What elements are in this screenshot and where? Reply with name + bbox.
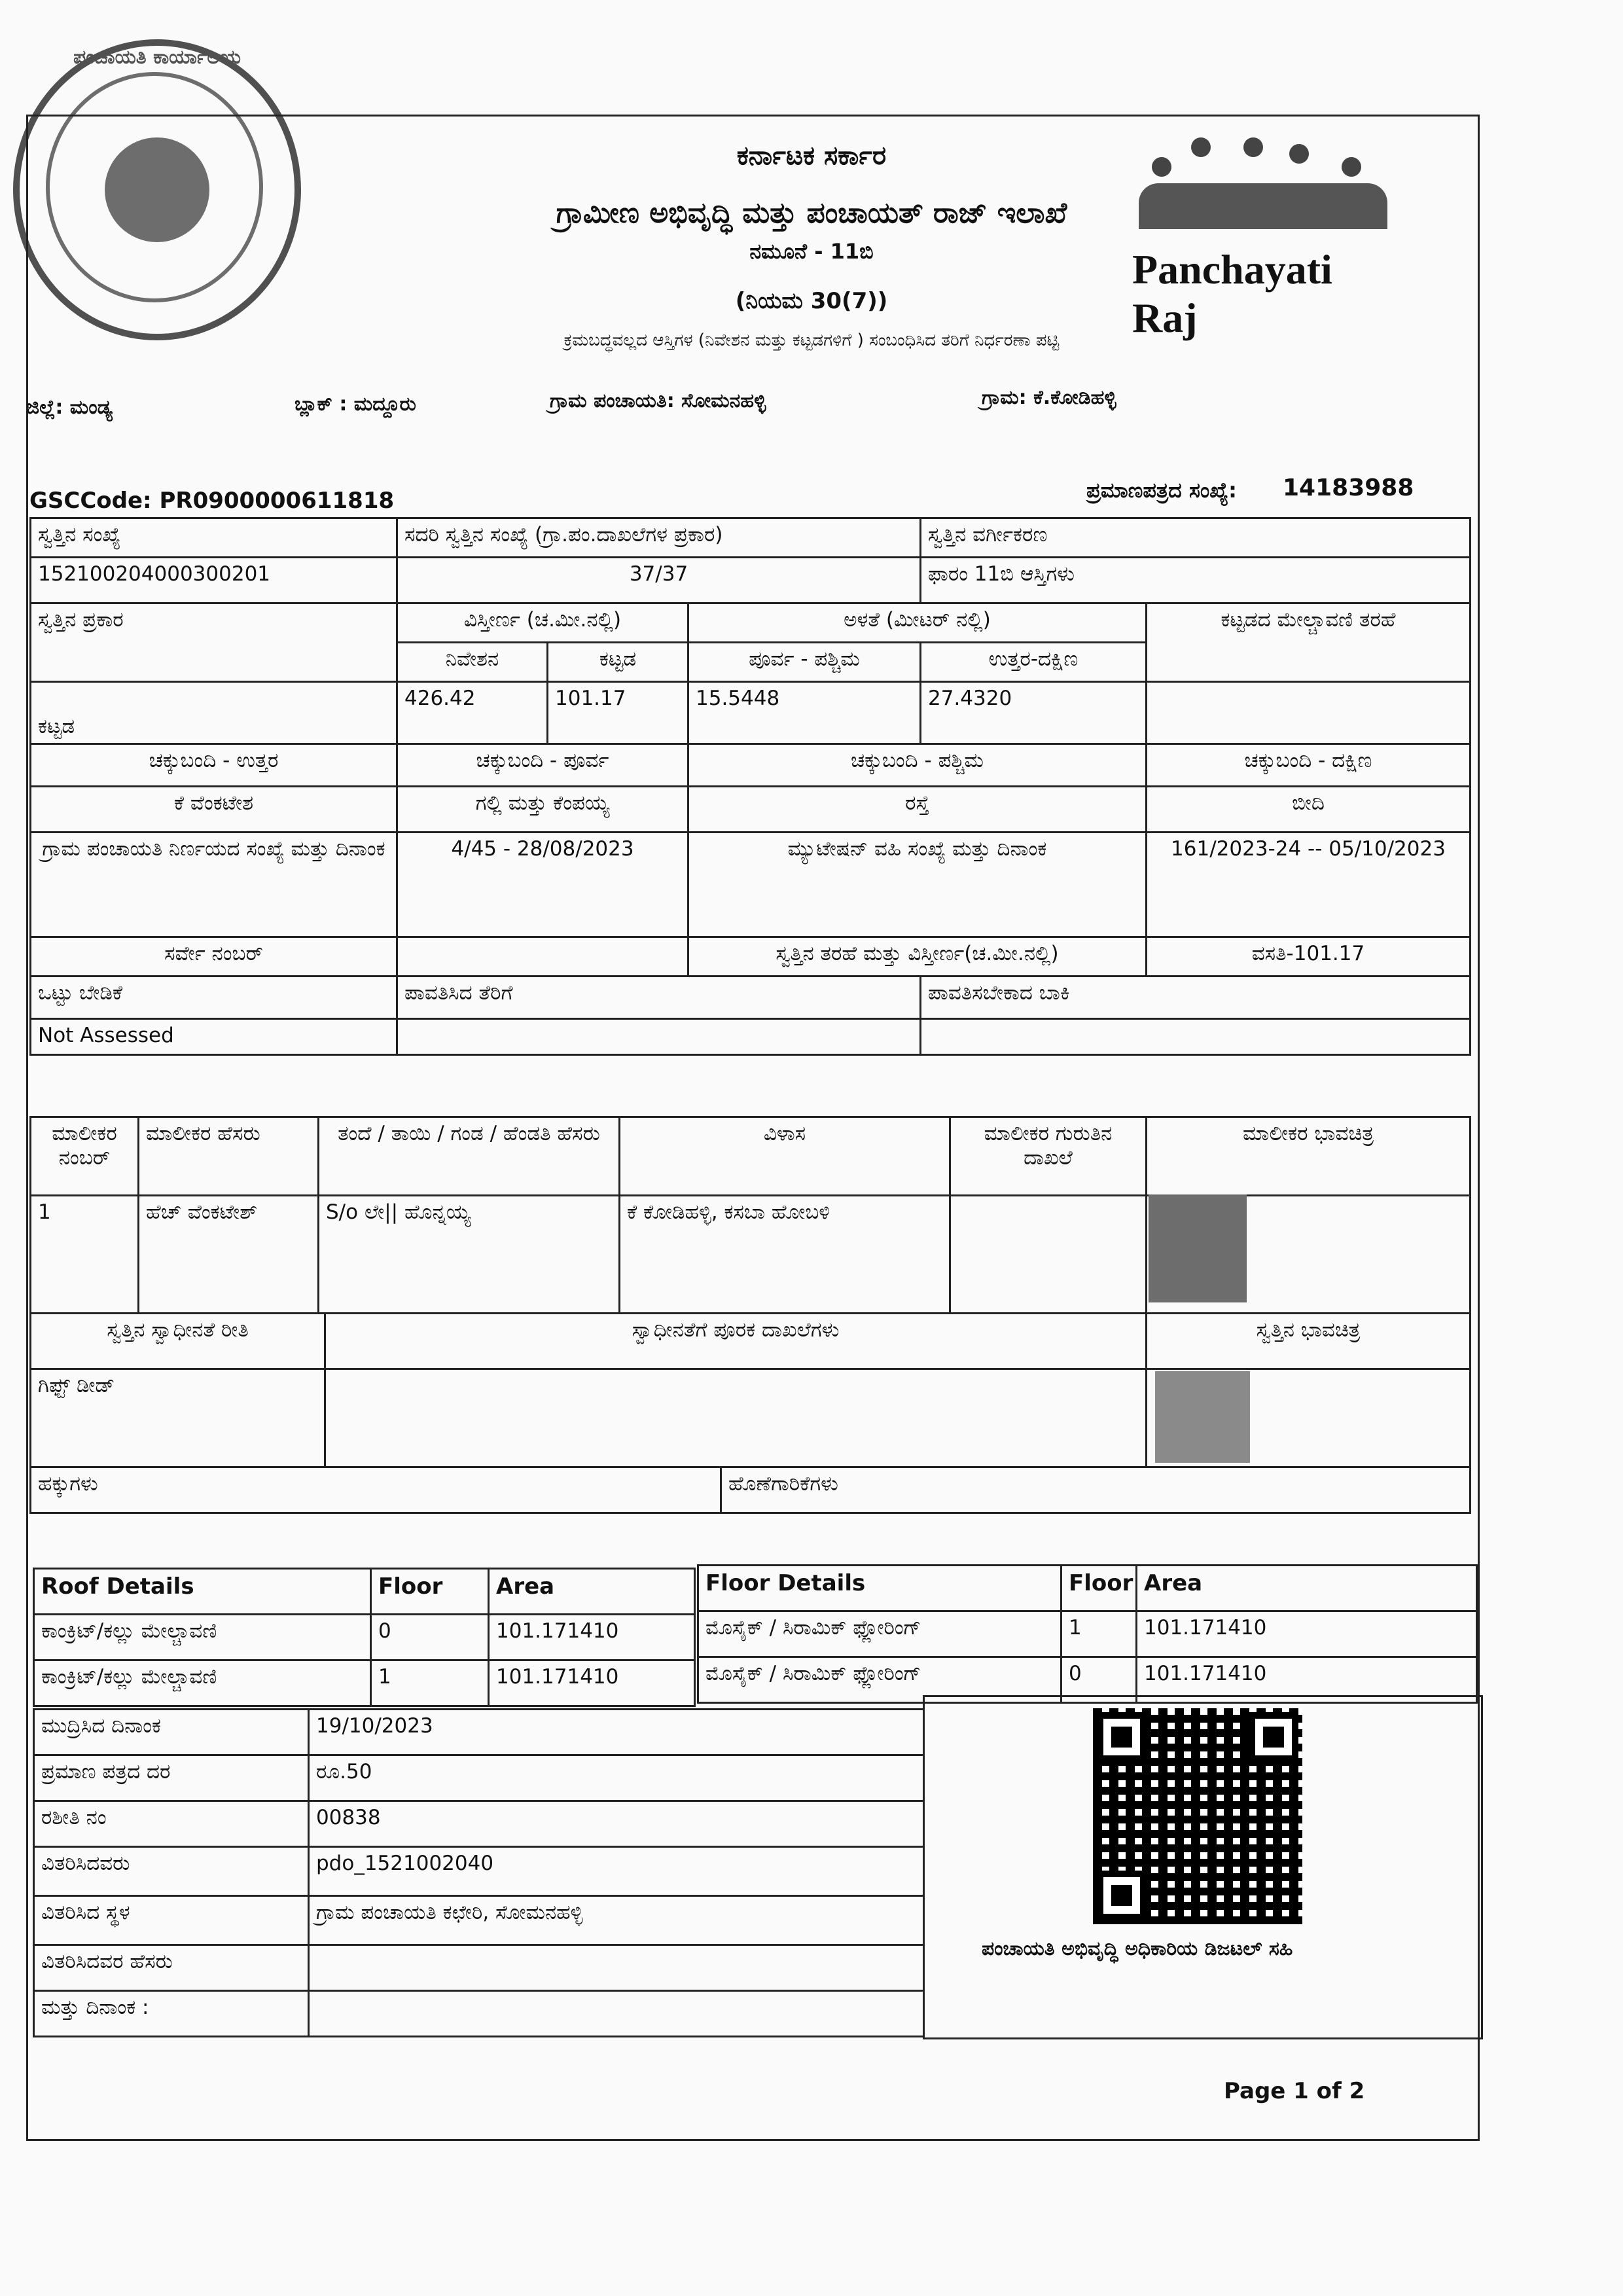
h-roof-area: Area — [489, 1569, 695, 1615]
mutation: 161/2023-24 -- 05/10/2023 — [1147, 833, 1471, 937]
fee: ರೂ.50 — [309, 1755, 924, 1801]
north: ಕೆ ವೆಂಕಟೇಶ — [31, 787, 397, 833]
rule-ref: (ನಿಯಮ 30(7)) — [735, 288, 888, 314]
h-south: ಚಕ್ಕುಬಂದಿ - ದಕ್ಷಿಣ — [1147, 744, 1471, 787]
h-dimensions: ಅಳತೆ (ಮೀಟರ್ ನಲ್ಲಿ) — [688, 603, 1147, 643]
h-property-photo: ಸ್ವತ್ತಿನ ಭಾವಚಿತ್ರ — [1147, 1314, 1471, 1369]
h-owner-name: ಮಾಲೀಕರ ಹೆಸರು — [139, 1117, 319, 1196]
issued-by: pdo_1521002040 — [309, 1847, 924, 1896]
floor-floor: 0 — [1061, 1657, 1137, 1703]
roof-area: 101.171410 — [489, 1615, 695, 1660]
issue-table — [33, 1708, 925, 2037]
h-north-south: ಉತ್ತರ-ದಕ್ಷಿಣ — [921, 643, 1147, 682]
total-demand: Not Assessed — [31, 1019, 397, 1055]
floor-area: 101.171410 — [1137, 1611, 1477, 1657]
h-issued-by: ವಿತರಿಸಿದವರು — [34, 1847, 309, 1896]
receipt: 00838 — [309, 1801, 924, 1847]
property-photo — [1155, 1371, 1250, 1463]
h-issuer-name: ವಿತರಿಸಿದವರ ಹೆಸರು — [34, 1945, 309, 1991]
village: ಗ್ರಾಮ: ಕೆ.ಕೋಡಿಹಳ್ಳಿ — [982, 386, 1116, 409]
h-west: ಚಕ್ಕುಬಂದಿ - ಪಶ್ಚಿಮ — [688, 744, 1147, 787]
district: ಜಿಲ್ಲೆ: ಮಂಡ್ಯ — [26, 396, 113, 419]
h-nature: ಸ್ವತ್ತಿನ ತರಹೆ ಮತ್ತು ವಿಸ್ತೀರ್ಣ(ಚ.ಮೀ.ನಲ್ಲಿ) — [688, 937, 1147, 977]
roof-area: 101.171410 — [489, 1660, 695, 1706]
west: ರಸ್ತೆ — [688, 787, 1147, 833]
h-property-no: ಸ್ವತ್ತಿನ ಸಂಖ್ಯೆ — [31, 518, 397, 558]
h-roof-details: Roof Details — [34, 1569, 371, 1615]
owner-name: ಹೆಚ್ ವೆಂಕಟೇಶ್ — [139, 1196, 319, 1314]
h-mutation: ಮ್ಯುಟೇಷನ್ ವಹಿ ಸಂಖ್ಯೆ ಮತ್ತು ದಿನಾಂಕ — [688, 833, 1147, 937]
east: ಗಲ್ಲಿ ಮತ್ತು ಕೆಂಪಯ್ಯ — [397, 787, 688, 833]
form-name: ನಮೂನೆ - 11ಬಿ — [749, 239, 874, 264]
floor-type: ಮೊಸೈಕ್ / ಸಿರಾಮಿಕ್ ಫ್ಲೋರಿಂಗ್ — [698, 1611, 1061, 1657]
owner-relation: S/o ಲೇ|| ಹೊನ್ನಯ್ಯ — [319, 1196, 620, 1314]
h-north: ಚಕ್ಕುಬಂದಿ - ಉತ್ತರ — [31, 744, 397, 787]
gsc-code: GSCCode: PR0900000611818 — [29, 488, 395, 514]
h-east-west: ಪೂರ್ವ - ಪಶ್ಚಿಮ — [688, 643, 921, 682]
h-total-demand: ಒಟ್ಟು ಬೇಡಿಕೆ — [31, 977, 397, 1019]
h-liabilities: ಹೊಣೆಗಾರಿಕೆಗಳು — [721, 1467, 1471, 1513]
qr-code — [1093, 1708, 1302, 1924]
roof-type: ಕಾಂಕ್ರಿಟ್/ಕಲ್ಲು ಮೇಲ್ಚಾವಣಿ — [34, 1615, 371, 1660]
old-no: 37/37 — [397, 558, 921, 603]
nature: ವಸತಿ-101.17 — [1147, 937, 1471, 977]
north-south: 27.4320 — [921, 682, 1147, 744]
h-gp-resolution: ಗ್ರಾಮ ಪಂಚಾಯತಿ ನಿರ್ಣಯದ ಸಂಖ್ಯೆ ಮತ್ತು ದಿನಾಂಕ — [31, 833, 397, 937]
owner-table — [29, 1116, 1471, 1314]
h-area: ವಿಸ್ತೀರ್ಣ (ಚ.ಮೀ.ನಲ್ಲಿ) — [397, 603, 688, 643]
certificate-label: ಪ್ರಮಾಣಪತ್ರದ ಸಂಖ್ಯೆ: — [1086, 478, 1237, 503]
h-class: ಸ್ವತ್ತಿನ ವರ್ಗೀಕರಣ — [921, 518, 1471, 558]
gram-panchayat: ಗ್ರಾಮ ಪಂಚಾಯತಿ: ಸೋಮನಹಳ್ಳಿ — [550, 389, 766, 412]
building-area: 101.17 — [548, 682, 688, 744]
h-relation: ತಂದೆ / ತಾಯಿ / ಗಂಡ / ಹೆಂಡತಿ ಹೆಸರು — [319, 1117, 620, 1196]
h-site: ನಿವೇಶನ — [397, 643, 548, 682]
h-floor-details: Floor Details — [698, 1566, 1061, 1611]
certificate-number: 14183988 — [1283, 475, 1414, 501]
class: ಫಾರಂ 11ಬಿ ಆಸ್ತಿಗಳು — [921, 558, 1471, 603]
ownership-table — [29, 1312, 1471, 1514]
floor-table — [697, 1564, 1478, 1704]
owner-photo — [1149, 1194, 1247, 1302]
roof-floor: 1 — [371, 1660, 489, 1706]
h-issue-place: ವಿತರಿಸಿದ ಸ್ಥಳ — [34, 1896, 309, 1945]
owner-address: ಕೆ ಕೋಡಿಹಳ್ಳಿ, ಕಸಬಾ ಹೋಬಳಿ — [620, 1196, 950, 1314]
gp-resolution: 4/45 - 28/08/2023 — [397, 833, 688, 937]
south: ಬೀದಿ — [1147, 787, 1471, 833]
seal-text: ಪಂಚಾಯತಿ ಕಾರ್ಯಾಲಯ — [73, 46, 241, 69]
digital-signature-label: ಪಂಚಾಯತಿ ಅಭಿವೃದ್ಧಿ ಅಧಿಕಾರಿಯ ಡಿಜಟಲ್ ಸಹಿ — [982, 1937, 1293, 1960]
h-balance: ಪಾವತಿಸಬೇಕಾದ ಬಾಕಿ — [921, 977, 1471, 1019]
dept-title: ಗ್ರಾಮೀಣ ಅಭಿವೃದ್ಧಿ ಮತ್ತು ಪಂಚಾಯತ್ ರಾಜ್ ಇಲಾಖೆ — [556, 196, 1067, 230]
form-subtitle: ಕ್ರಮಬದ್ಧವಲ್ಲದ ಆಸ್ತಿಗಳ (ನಿವೇಶನ ಮತ್ತು ಕಟ್ಟಡಗಳಿಗೆ ) ಸಂಬಂಧಿಸಿದ ತರಿಗೆ ನಿರ್ಧರಣಾ ಪಟ್ಟಿ — [563, 331, 1060, 350]
h-paid-tax: ಪಾವತಿಸಿದ ತೆರಿಗೆ — [397, 977, 921, 1019]
site-area: 426.42 — [397, 682, 548, 744]
h-survey: ಸರ್ವೇ ನಂಬರ್ — [31, 937, 397, 977]
h-owner-id: ಮಾಲೀಕರ ಗುರುತಿನ ದಾಖಲೆ — [950, 1117, 1147, 1196]
h-east: ಚಕ್ಕುಬಂದಿ - ಪೂರ್ವ — [397, 744, 688, 787]
print-date: 19/10/2023 — [309, 1710, 924, 1755]
h-owner-photo: ಮಾಲೀಕರ ಭಾವಚಿತ್ರ — [1147, 1117, 1471, 1196]
h-receipt: ರಶೀತಿ ನಂ — [34, 1801, 309, 1847]
h-ownership-mode: ಸ್ವತ್ತಿನ ಸ್ವಾಧೀನತೆ ರೀತಿ — [31, 1314, 325, 1369]
ownership-mode: ಗಿಫ್ಟ್ ಡೀಡ್ — [31, 1369, 325, 1467]
gov-title: ಕರ್ನಾಟಕ ಸರ್ಕಾರ — [736, 141, 887, 171]
h-old-no: ಸದರಿ ಸ್ವತ್ತಿನ ಸಂಖ್ಯೆ (ಗ್ರಾ.ಪಂ.ದಾಖಲೆಗಳ ಪ್ರಕಾರ) — [397, 518, 921, 558]
h-print-date: ಮುದ್ರಿಸಿದ ದಿನಾಂಕ — [34, 1710, 309, 1755]
h-fee: ಪ್ರಮಾಣ ಪತ್ರದ ದರ — [34, 1755, 309, 1801]
h-roof-type: ಕಟ್ಟಡದ ಮೇಲ್ಚಾವಣಿ ತರಹೆ — [1147, 603, 1471, 682]
h-issue-date: ಮತ್ತು ದಿನಾಂಕ : — [34, 1991, 309, 2037]
h-address: ವಿಳಾಸ — [620, 1117, 950, 1196]
h-type: ಸ್ವತ್ತಿನ ಪ್ರಕಾರ — [31, 603, 397, 682]
property-table — [29, 517, 1471, 1056]
h-owner-no: ಮಾಲೀಕರ ನಂಬರ್ — [31, 1117, 139, 1196]
h-building: ಕಟ್ಟಡ — [548, 643, 688, 682]
property-type: ಕಟ್ಟಡ — [31, 682, 397, 744]
block: ಬ್ಲಾಕ್ : ಮದ್ದೂರು — [294, 393, 416, 416]
roof-floor: 0 — [371, 1615, 489, 1660]
h-floor-floor: Floor — [1061, 1566, 1137, 1611]
logo-text: Panchayati Raj — [1132, 246, 1332, 341]
roof-table — [33, 1568, 696, 1707]
h-floor-area: Area — [1137, 1566, 1477, 1611]
issue-place: ಗ್ರಾಮ ಪಂಚಾಯತಿ ಕಛೇರಿ, ಸೋಮನಹಳ್ಳಿ — [309, 1896, 924, 1945]
property-no: 152100204000300201 — [31, 558, 397, 603]
floor-type: ಮೊಸೈಕ್ / ಸಿರಾಮಿಕ್ ಫ್ಲೋರಿಂಗ್ — [698, 1657, 1061, 1703]
roof-type: ಕಾಂಕ್ರಿಟ್/ಕಲ್ಲು ಮೇಲ್ಚಾವಣಿ — [34, 1660, 371, 1706]
page-number: Page 1 of 2 — [1224, 2078, 1365, 2104]
h-rights: ಹಕ್ಕುಗಳು — [31, 1467, 721, 1513]
h-ownership-docs: ಸ್ವಾಧೀನತೆಗೆ ಪೂರಕ ದಾಖಲೆಗಳು — [325, 1314, 1147, 1369]
owner-no: 1 — [31, 1196, 139, 1314]
floor-floor: 1 — [1061, 1611, 1137, 1657]
h-roof-floor: Floor — [371, 1569, 489, 1615]
floor-area: 101.171410 — [1137, 1657, 1477, 1703]
east-west: 15.5448 — [688, 682, 921, 744]
